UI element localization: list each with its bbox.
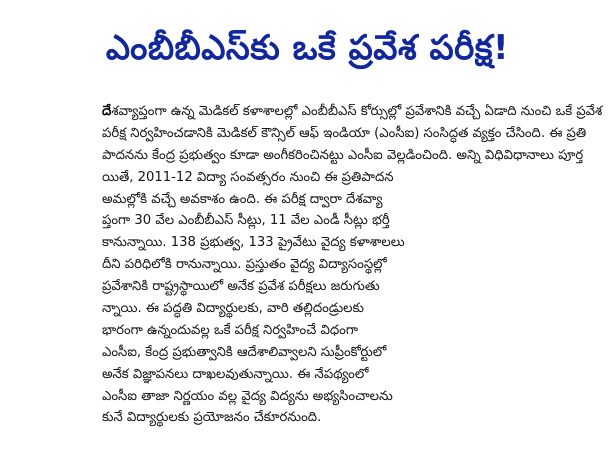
article-line: అనేక విజ్ఞాపనలు దాఖలవుతున్నాయి. ఈ నేపథ్యంలో	[102, 366, 369, 382]
article-line: ప్తంగా 30 వేల ఎంబీబీఎస్ సీట్లు, 11 వేల ఎండీ సీట్లు భర్తీ	[102, 213, 390, 229]
dropcap: దే	[102, 104, 112, 119]
article-line: అమల్లోకి వచ్చే అవకాశం ఉంది. ఈ పరీక్ష ద్వారా దేశవ్యా	[102, 191, 383, 207]
article-line: భారంగా ఉన్నందువల్ల ఒకే పరీక్ష నిర్వహించే విధంగా	[102, 322, 358, 338]
article-body	[102, 101, 607, 456]
article-line-text: శవ్యాప్తంగా ఉన్న మెడికల్ కళాశాలల్లో ఎంబీబీఎస్ కోర్సుల్లో ప్రవేశానికి వచ్చే ఏడాది నుంచి ఒకే ప్రవేశ	[111, 104, 603, 119]
article-line: న్నాయి. ఈ పద్ధతి విద్యార్థులకు, వారి తల్లిదండ్రులకు	[102, 301, 364, 317]
article-line: ఎంసీఐ, కేంద్ర ప్రభుత్వానికి ఆదేశాలివ్వాలని సుప్రీంకోర్టులో	[102, 344, 387, 360]
article-line: కానున్నాయి. 138 ప్రభుత్వ, 133 ప్రైవేటు వైద్య కళాశాలలు	[102, 235, 405, 251]
article-line: పరీక్ష నిర్వహించడానికి మెడికల్ కౌన్సిల్ ఆఫ్ ఇండియా (ఎంసీఐ) సంసిద్ధత వ్యక్తం చేసింది. ఈ ప్రతి	[102, 125, 587, 141]
headline-banner	[0, 0, 615, 98]
article-line: ఎంసీఐ తాజా నిర్ణయం వల్ల వైద్య విద్యను అభ్యసించాలను	[102, 388, 393, 404]
article-line: కునే విద్యార్థులకు ప్రయోజనం చేకూరనుంది.	[102, 410, 322, 426]
article-line: పాదనను కేంద్ర ప్రభుత్వం కూడా అంగీకరించినట్టు ఎంసీఐ వెల్లడించింది. అన్ని విధివిధానాలు పూర్త	[102, 147, 584, 163]
headline: ఎంబీబీఎస్‌కు ఒకే ప్రవేశ పరీక్ష!	[105, 28, 510, 69]
article-line: ప్రవేశానికి రాష్ట్రస్థాయిలో అనేక ప్రవేశ పరీక్షలు జరుగుతు	[102, 279, 380, 295]
article-line: దీని పరిధిలోకి రానున్నాయి. ప్రస్తుతం వైద్య విద్యాసంస్థల్లో	[102, 257, 387, 273]
article-line: యితే, 2011-12 విద్యా సంవత్సరం నుంచి ఈ ప్రతిపాదన	[102, 169, 394, 185]
article-line	[102, 101, 607, 123]
